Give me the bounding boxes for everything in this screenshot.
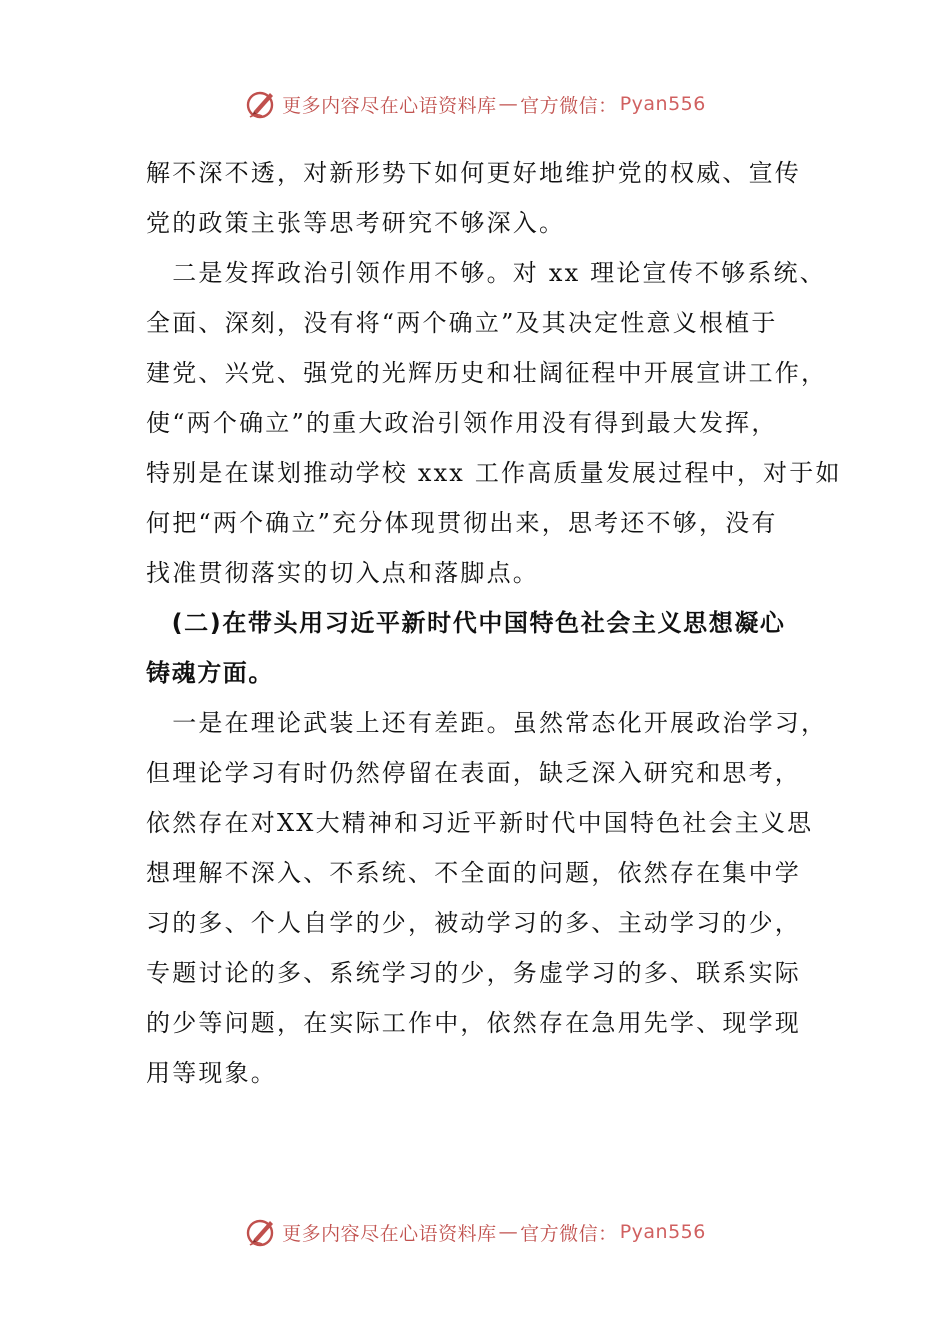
text-line: 党的政策主张等思考研究不够深入。 (146, 209, 566, 237)
text-line: 用等现象。 (146, 1059, 277, 1087)
text-line: 全面、深刻，没有将“两个确立”及其决定性意义根植于 (146, 309, 778, 337)
heading-line: (二)在带头用习近平新时代中国特色社会主义思想凝心 (146, 609, 786, 637)
text-line: 何把“两个确立”充分体现贯彻出来，思考还不够，没有 (146, 509, 778, 537)
banner-wechat-label: 官方微信： (520, 94, 618, 117)
pen-logo-icon (244, 1215, 278, 1249)
banner-wechat-id: Pyan556 (619, 93, 706, 115)
footer-banner (0, 1212, 950, 1252)
text-line: 想理解不深入、不系统、不全面的问题，依然存在集中学 (146, 859, 801, 887)
paragraph-continuation (146, 148, 816, 248)
banner-wechat-label: 官方微信： (520, 1222, 618, 1245)
banner-site-name: 更多内容尽在心语资料库 (282, 1222, 497, 1245)
document-body (146, 148, 842, 1098)
paragraph-political-leadership (146, 248, 842, 598)
text-line: 二是发挥政治引领作用不够。对 xx 理论宣传不够系统、 (146, 259, 826, 287)
text-line: 解不深不透，对新形势下如何更好地维护党的权威、宣传 (146, 159, 801, 187)
text-line: 找准贯彻落实的切入点和落脚点。 (146, 559, 539, 587)
banner-site-name: 更多内容尽在心语资料库 (282, 94, 497, 117)
header-banner (0, 84, 950, 124)
text-line: 的少等问题，在实际工作中，依然存在急用先学、现学现 (146, 1009, 801, 1037)
section-heading (146, 598, 816, 698)
banner-separator: — (498, 1221, 519, 1243)
paragraph-theory-study (146, 698, 828, 1098)
banner-separator: — (498, 93, 519, 115)
text-line: 依然存在对XX大精神和习近平新时代中国特色社会主义思 (146, 809, 814, 837)
text-line: 建党、兴党、强党的光辉历史和壮阔征程中开展宣讲工作， (146, 359, 828, 387)
text-line: 但理论学习有时仍然停留在表面，缺乏深入研究和思考， (146, 759, 801, 787)
heading-line: 铸魂方面。 (146, 659, 274, 687)
text-line: 使“两个确立”的重大政治引领作用没有得到最大发挥， (146, 409, 778, 437)
text-line: 习的多、个人自学的少，被动学习的多、主动学习的少， (146, 909, 801, 937)
text-line: 专题讨论的多、系统学习的少，务虚学习的多、联系实际 (146, 959, 801, 987)
text-line: 一是在理论武装上还有差距。虽然常态化开展政治学习， (146, 709, 828, 737)
banner-wechat-id: Pyan556 (619, 1221, 706, 1243)
text-line: 特别是在谋划推动学校 xxx 工作高质量发展过程中，对于如 (146, 459, 842, 487)
pen-logo-icon (244, 87, 278, 121)
